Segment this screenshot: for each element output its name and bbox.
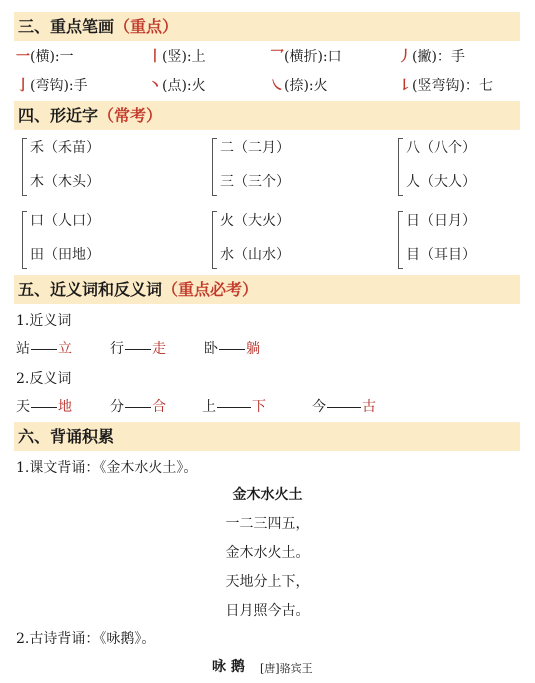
synonym-pair: 卧 躺 [204, 341, 260, 357]
poem2-title: 咏 鹅 [212, 659, 245, 675]
section-title: 四、形近字 [18, 106, 99, 125]
char-group-line: 三（三个） [220, 174, 290, 190]
poem-line: 天地分上下， [225, 574, 310, 590]
poem-line: 一二三四五， [225, 516, 310, 532]
poem2-author: [唐]骆宾王 [260, 662, 313, 675]
bracket [212, 211, 217, 269]
bracket [398, 138, 403, 196]
recitation-item: 1.课文背诵：《金木水火土》。 [16, 460, 198, 476]
stroke-item: 亅(弯钩):手 [16, 78, 88, 94]
char-group-line: 口（人口） [30, 213, 100, 229]
stroke-item: ㇙(竖弯钩)：七 [398, 78, 493, 94]
char-group-line: 目（耳目） [406, 247, 476, 263]
char-group-line: 日（日月） [406, 213, 476, 229]
bracket [22, 211, 27, 269]
char-group-line: 火（大火） [220, 213, 290, 229]
stroke-item: 丶(点):火 [148, 78, 206, 94]
section-header-similar-chars [14, 101, 520, 130]
section-title: 五、近义词和反义词 [18, 280, 163, 299]
char-group-line: 水（山水） [220, 247, 290, 263]
char-group-line: 田（田地） [30, 247, 100, 263]
section-tag: （重点） [114, 17, 179, 36]
section-tag: （常考） [98, 106, 163, 125]
antonym-pair: 分 合 [110, 399, 166, 415]
recitation-item: 2.古诗背诵：《咏鹅》。 [16, 631, 156, 647]
char-group-line: 人（大人） [406, 174, 476, 190]
stroke-item: 乛(横折):口 [270, 49, 342, 65]
poem-line: 金木水火土。 [225, 545, 310, 561]
stroke-item: 丿(撇)：手 [398, 49, 465, 65]
synonym-pair: 行 走 [110, 341, 166, 357]
bracket [398, 211, 403, 269]
antonym-pair: 上 下 [202, 399, 266, 415]
section-header-recitation [14, 422, 520, 451]
char-group-line: 二（二月） [220, 140, 290, 156]
bracket [22, 138, 27, 196]
stroke-item: 一(横):一 [16, 49, 74, 65]
section-header-strokes [14, 12, 520, 41]
char-group-line: 木（木头） [30, 174, 100, 190]
char-group-line: 八（八个） [406, 140, 476, 156]
stroke-item: 丨(竖):上 [148, 49, 206, 65]
synonym-pair: 站 立 [16, 341, 72, 357]
antonym-pair: 天 地 [16, 399, 72, 415]
antonym-label: 2.反义词 [16, 371, 72, 387]
antonym-pair: 今 古 [312, 399, 376, 415]
synonym-label: 1.近义词 [16, 313, 72, 329]
poem-line: 日月照今古。 [225, 603, 310, 619]
section-tag: （重点必考） [162, 280, 259, 299]
section-header-synonyms-antonyms [14, 275, 520, 304]
section-title: 三、重点笔画 [18, 17, 115, 36]
poem-title: 金木水火土 [232, 487, 303, 503]
section-title: 六、背诵积累 [18, 427, 115, 446]
bracket [212, 138, 217, 196]
stroke-item: ㇏(捺):火 [270, 78, 328, 94]
char-group-line: 禾（禾苗） [30, 140, 100, 156]
